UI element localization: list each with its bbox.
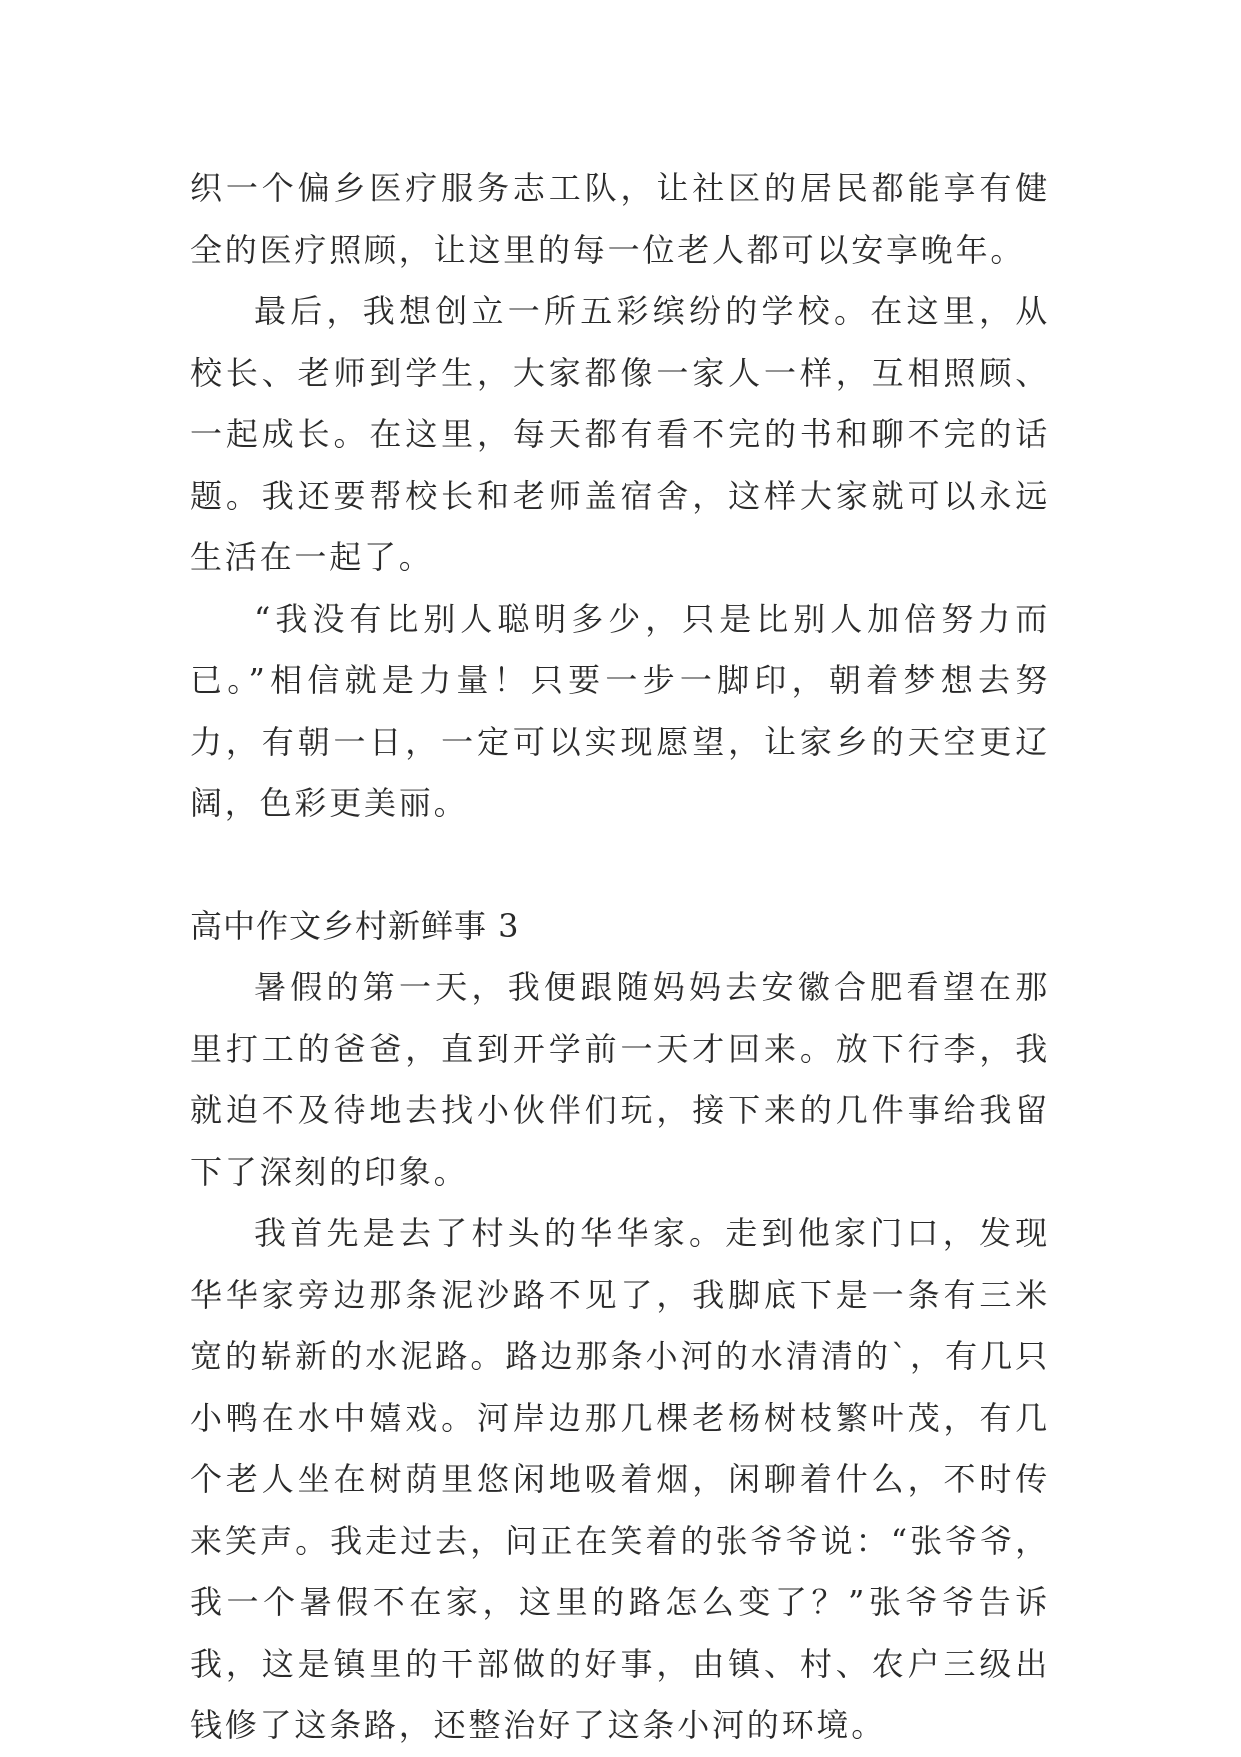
paragraph-school: 最后，我想创立一所五彩缤纷的学校。在这里，从校长、老师到学生，大家都像一家人一样，互相照顾、一起成长。在这里，每天都有看不完的书和聊不完的话题。我还要帮校长和老师盖宿舍，这样大家就可以永远生活在一起了。 <box>190 292 1050 576</box>
paragraph-continued: 织一个偏乡医疗服务志工队，让社区的居民都能享有健全的医疗照顾，让这里的每一位老人都可以安享晚年。 <box>190 169 1050 269</box>
section-gap <box>190 835 1050 896</box>
paragraph-quote: “我没有比别人聪明多少，只是比别人加倍努力而已。”相信就是力量！只要一步一脚印，朝着梦想去努力，有朝一日，一定可以实现愿望，让家乡的天空更辽阔，色彩更美丽。 <box>190 599 1050 822</box>
paragraph-summer: 暑假的第一天，我便跟随妈妈去安徽合肥看望在那里打工的爸爸，直到开学前一天才回来。放下行李，我就迫不及待地去找小伙伴们玩，接下来的几件事给我留下了深刻的印象。 <box>190 968 1050 1191</box>
paragraph-village: 我首先是去了村头的华华家。走到他家门口，发现华华家旁边那条泥沙路不见了，我脚底下是一条有三米宽的崭新的水泥路。路边那条小河的水清清的`，有几只小鸭在水中嬉戏。河岸边那几棵老杨树枝繁叶茂，有几个老人坐在树荫里悠闲地吸着烟，闲聊着什么，不时传来笑声。我走过去，问正在笑着的张爷爷说：“张爷爷，我一个暑假不在家，这里的路怎么变了？”张爷爷告诉我，这是镇里的干部做的好事，由镇、村、农户三级出钱修了这条路，还整治好了这条小河的环境。 <box>190 1214 1050 1744</box>
document-body <box>190 158 1050 1757</box>
section-heading: 高中作文乡村新鲜事 3 <box>190 906 520 945</box>
